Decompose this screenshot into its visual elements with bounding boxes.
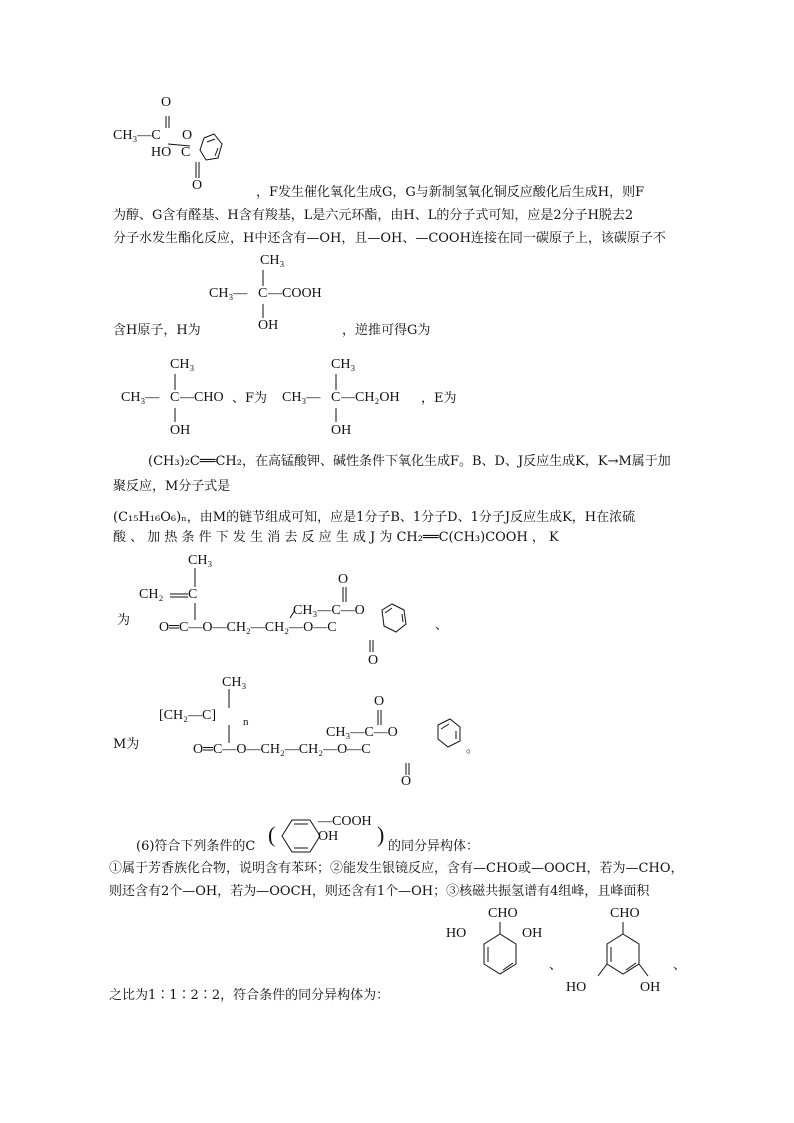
label-k: 为	[117, 613, 131, 628]
atom-o: O	[338, 572, 349, 587]
atom-oh: OH	[318, 829, 339, 844]
sep-k: 、	[435, 618, 449, 633]
label-f: 、F为	[232, 391, 268, 406]
isomer-1-ring	[470, 918, 543, 988]
paren-left: (	[268, 822, 276, 847]
para-5: (CH₃)₂C══CH₂，在高锰酸钾、碱性条件下氧化生成F。B、D、J反应生成K，K→M属于加	[148, 454, 671, 469]
atom-ch3l: CH₃—	[121, 390, 160, 405]
q6-text-b: 的同分异构体：	[388, 839, 480, 854]
structure-1-bonds	[160, 100, 220, 200]
atom-ch3co: CH₃—C—O	[293, 603, 365, 618]
atom-ch3: CH₃	[170, 357, 195, 372]
condition-2: 则还含有2个—OH，若为—OOCH，则还含有1个—OH；③核磁共振氢谱有4组峰，且峰面积	[109, 884, 650, 899]
atom-oh: OH	[640, 980, 661, 995]
atom-ch3: CH₃	[188, 553, 213, 568]
atom-cho: CHO	[488, 906, 518, 921]
atom-o: O	[368, 653, 379, 668]
ester-chain: O═C—O—CH₂—CH₂—O—C	[193, 742, 371, 757]
label-m: M为	[113, 737, 140, 752]
atom-cooh: —COOH	[268, 286, 322, 301]
atom-ch3l: CH₃—	[282, 390, 321, 405]
atom-oh: OH	[331, 423, 352, 438]
atom-ch2: CH₂	[139, 587, 164, 602]
sep-2: 、	[673, 958, 687, 973]
atom-oh: OH	[258, 318, 279, 333]
atom-ho: HO	[446, 926, 467, 941]
atom-o: O	[182, 128, 193, 143]
atom-cho: CHO	[610, 906, 640, 921]
atom-c: C	[258, 286, 268, 301]
atom-ch3: CH₃	[260, 253, 285, 268]
atom-c: C	[331, 390, 341, 405]
atom-o: O	[161, 95, 172, 110]
structure-h-bonds	[255, 268, 275, 328]
para-7: (C₁₅H₁₆O₆)ₙ，由M的链节组成可知，应是1分子B、1分子D、1分子J反应生成K，H在浓硫	[113, 510, 636, 525]
atom-o: O	[401, 774, 412, 789]
end-m: 。	[466, 741, 480, 756]
structure-m-bonds	[200, 683, 500, 783]
paren-right: )	[377, 822, 385, 847]
para-6: 聚反应，M分子式是	[113, 479, 231, 494]
atom-ho: HO	[151, 145, 172, 160]
atom-ch3c: CH₃—C	[113, 128, 161, 143]
atom-ch3: CH₃	[222, 675, 247, 690]
atom-ch2oh: —CH₂OH	[341, 390, 400, 405]
structure-g-bonds	[167, 372, 187, 432]
atom-cho: —CHO	[180, 390, 224, 405]
atom-oh: OH	[522, 926, 543, 941]
atom-c: C	[170, 390, 180, 405]
atom-c: C	[181, 145, 191, 160]
atom-ch3co: CH₃—C—O	[326, 725, 398, 740]
para-8: 酸 、 加 热 条 件 下 发 生 消 去 反 应 生 成 J 为 CH₂══C(CH₃)COOH ， K	[113, 530, 559, 545]
para-4b: ，逆推可得G为	[342, 323, 431, 338]
subscript-n: n	[243, 716, 249, 728]
ester-chain: O═C—O—CH₂—CH₂—O—C	[159, 620, 337, 635]
poly-unit: [CH₂—C]	[159, 708, 216, 723]
structure-f-bonds	[328, 372, 348, 432]
q6-text-a: (6)符合下列条件的C	[136, 839, 256, 854]
atom-oh: OH	[170, 423, 191, 438]
atom-cooh: —COOH	[318, 814, 372, 829]
label-e: ，E为	[421, 391, 457, 406]
sep-1: 、	[549, 958, 563, 973]
condition-1: ①属于芳香族化合物，说明含有苯环；②能发生银镜反应，含有—CHO或—OOCH，若为—CHO，	[109, 861, 684, 876]
atom-ch3: CH₃	[331, 357, 356, 372]
atom-ho: HO	[566, 980, 587, 995]
atom-o: O	[192, 178, 203, 193]
para-1: ，F发生催化氧化生成G，G与新制氢氧化铜反应酸化后生成H，则F	[256, 185, 645, 200]
condition-3: 之比为1∶1∶2∶2，符合条件的同分异构体为：	[109, 988, 390, 1003]
para-3: 分子水发生酯化反应，H中还含有—OH，且—OH、—COOH连接在同一碳原子上，该碳原子不	[113, 231, 666, 246]
para-2: 为醇、G含有醛基、H含有羧基，L是六元环酯，由H、L的分子式可知，应是2分子H脱去2	[113, 208, 634, 223]
isomer-2-ring	[593, 918, 663, 988]
atom-ch3l: CH₃—	[209, 286, 248, 301]
atom-o: O	[374, 694, 385, 709]
para-4a: 含H原子，H为	[113, 323, 201, 338]
structure-k-bonds	[170, 560, 470, 660]
atom-c: C	[188, 587, 198, 602]
